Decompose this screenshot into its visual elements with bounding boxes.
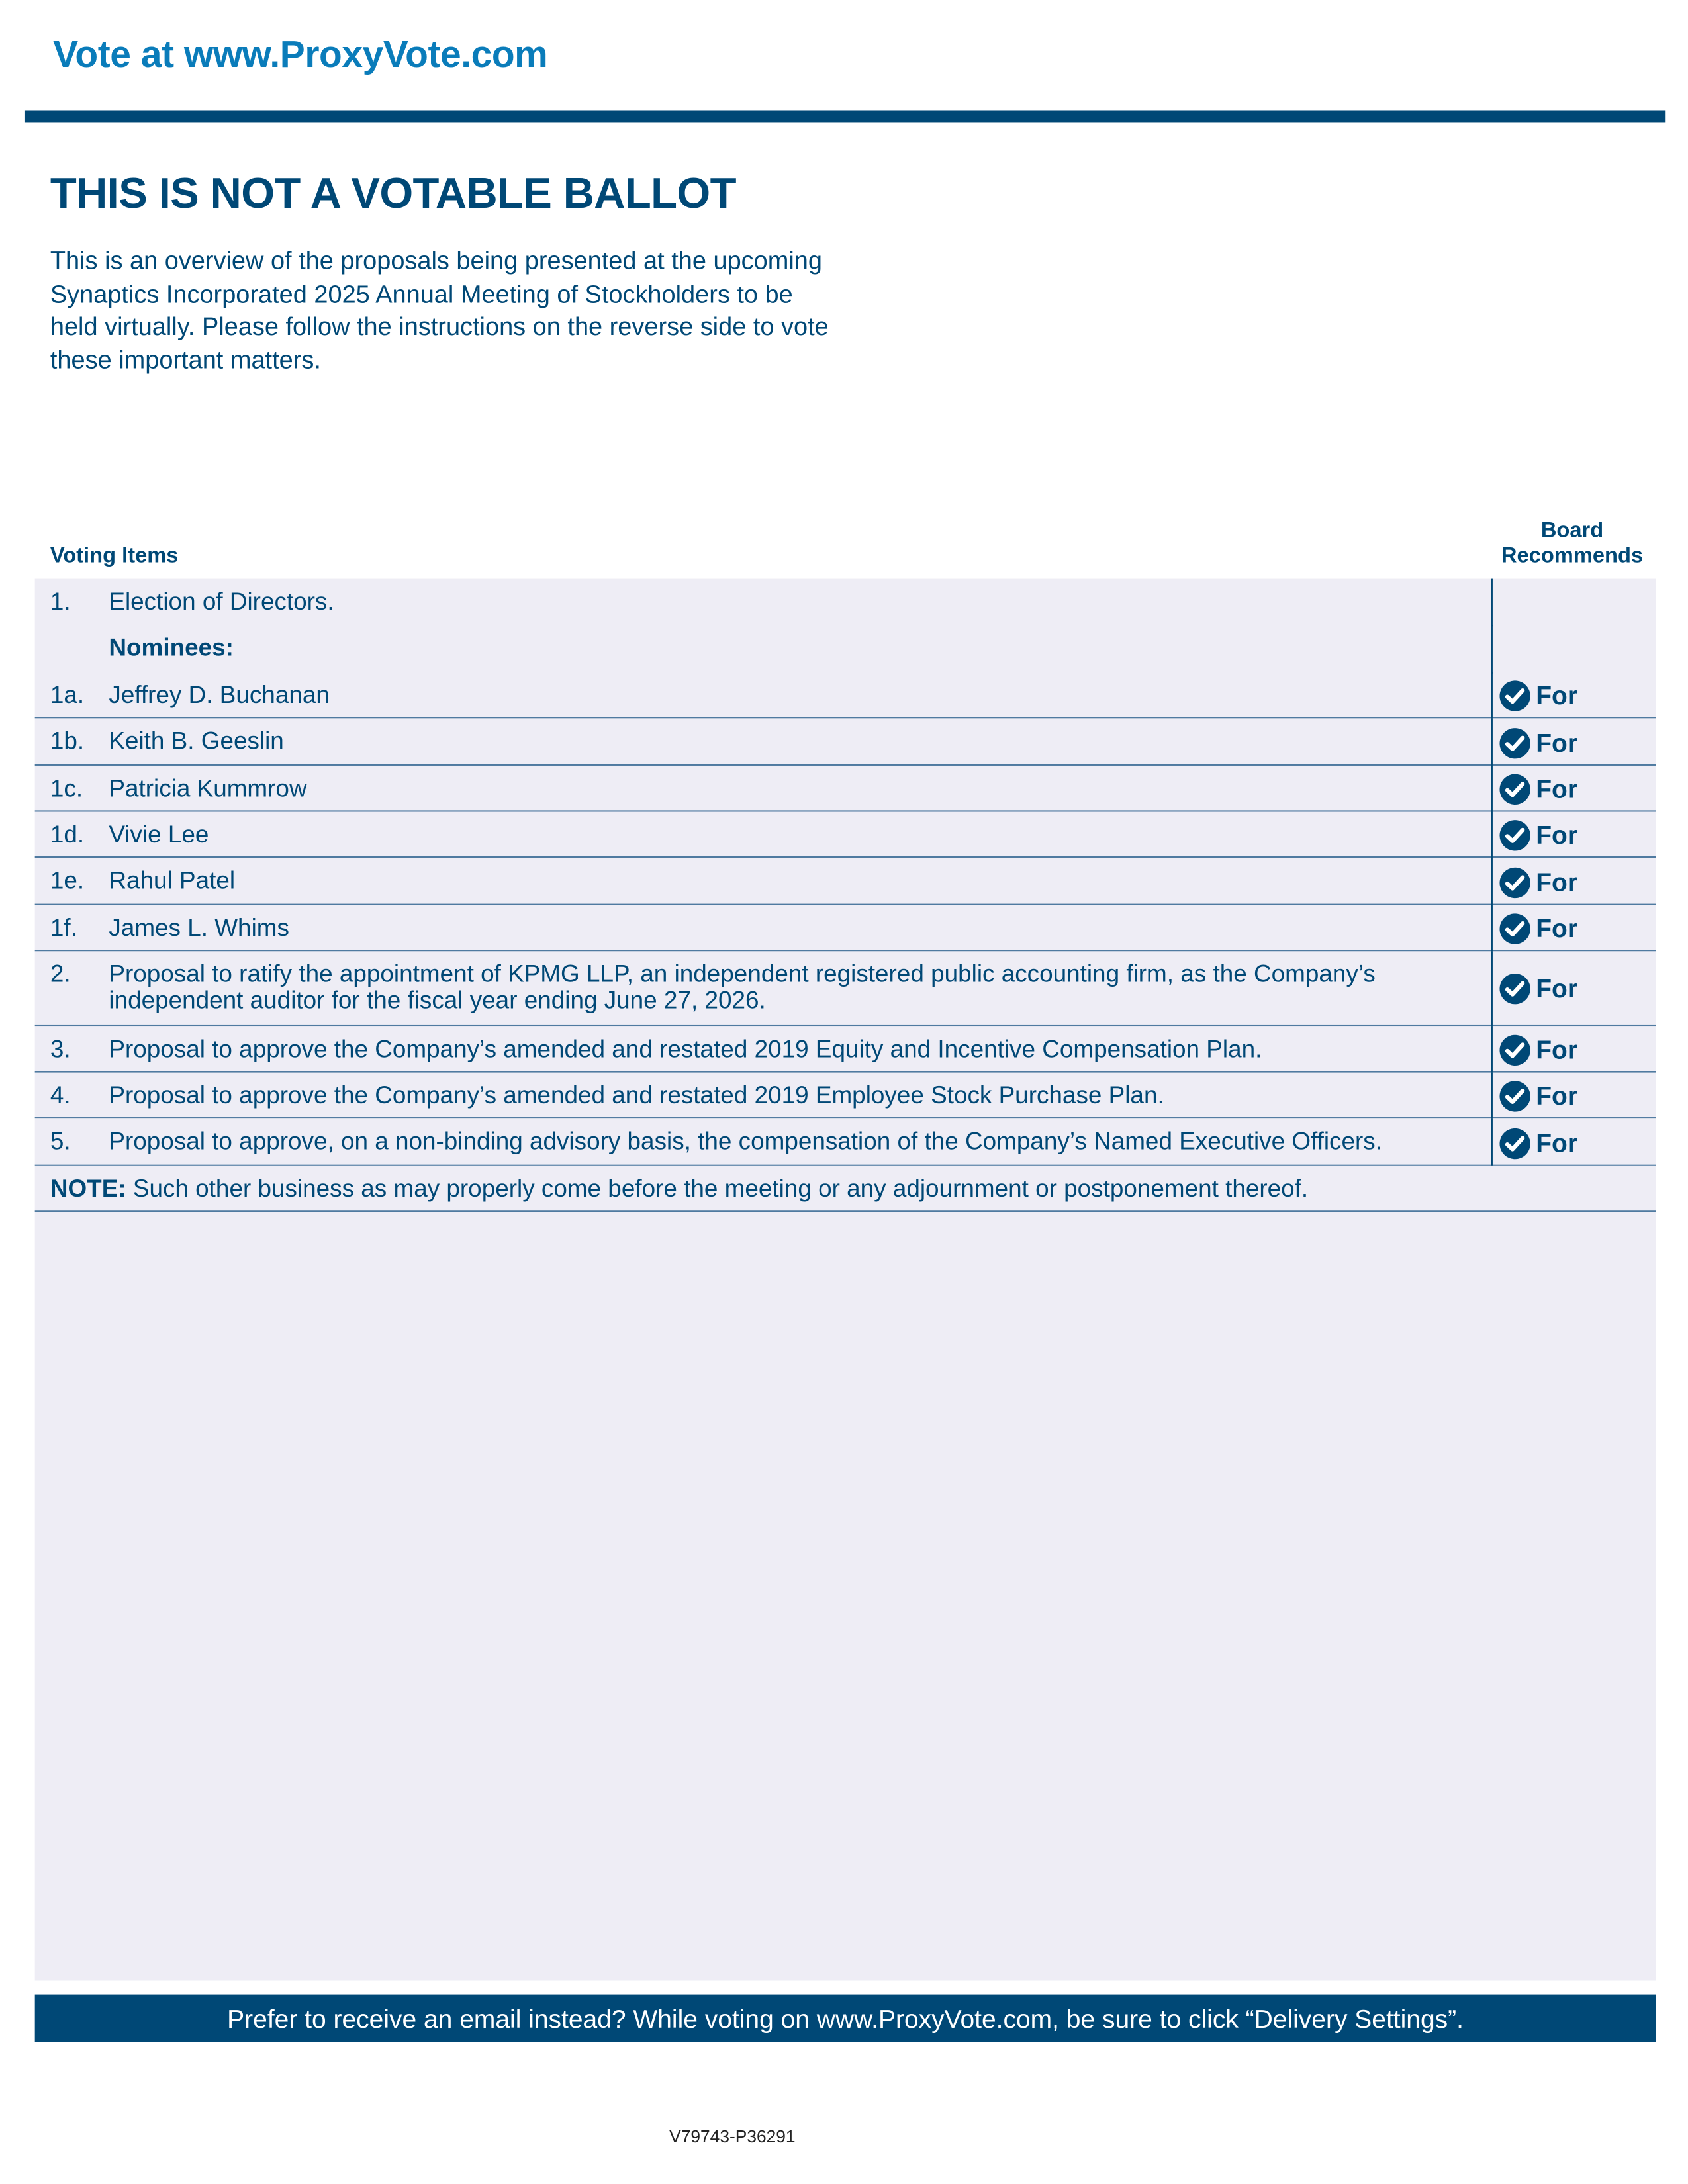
item-number: 1e.	[50, 866, 85, 895]
check-circle-icon	[1499, 1035, 1530, 1066]
table-row	[35, 1026, 1656, 1072]
delivery-settings-banner: Prefer to receive an email instead? While voting on www.ProxyVote.com, be sure to click “Delivery Settings”.	[35, 1995, 1656, 2042]
board-recommendation-cell	[1491, 1026, 1656, 1072]
note-row	[35, 1165, 1656, 1212]
item-text: Proposal to ratify the appointment of KPMG LLP, an independent registered public accounting firm, as the Company’s independent auditor for the fiscal year ending June 27, 2026.	[109, 960, 1376, 1015]
table-row	[35, 905, 1656, 951]
check-circle-icon	[1499, 681, 1530, 711]
voting-items-table	[35, 579, 1656, 1981]
board-recommends-header: Board Recommends	[1501, 518, 1644, 568]
item-number: 1a.	[50, 680, 85, 709]
item-text: Election of Directors.	[109, 587, 334, 615]
table-row	[35, 858, 1656, 905]
item-number: 5.	[50, 1127, 71, 1156]
item-number: 1c.	[50, 773, 83, 801]
vote-at-link[interactable]: Vote at www.ProxyVote.com	[53, 33, 548, 75]
board-recommendation-cell	[1491, 672, 1656, 718]
table-row	[35, 719, 1656, 765]
check-circle-icon	[1499, 774, 1530, 805]
check-circle-icon	[1499, 821, 1530, 851]
intro-paragraph: This is an overview of the proposals being presented at the upcoming Synaptics Incorporated 2025 Annual Meeting of Stockholders to be held virtually. Please follow the instructions on the reverse side to vote these important matters.	[50, 247, 829, 375]
recommendation-label: For	[1536, 774, 1578, 803]
board-recommendation-cell	[1491, 952, 1656, 1026]
note-label: NOTE:	[50, 1174, 126, 1203]
recommendation-label: For	[1536, 913, 1578, 943]
check-circle-icon	[1499, 1081, 1530, 1112]
item-text: Proposal to approve the Company’s amended and restated 2019 Equity and Incentive Compensation Plan.	[109, 1034, 1262, 1063]
item-text: Nominees:	[109, 633, 234, 662]
recommendation-label: For	[1536, 1034, 1578, 1064]
item-number	[35, 625, 109, 672]
check-circle-icon	[1499, 1128, 1530, 1158]
item-text: Jeffrey D. Buchanan	[109, 680, 330, 709]
board-recommendation-cell	[1491, 858, 1656, 905]
board-recommendation-cell	[1491, 1073, 1656, 1119]
recommendation-label: For	[1536, 1081, 1578, 1111]
recommendation-label: For	[1536, 1128, 1578, 1158]
item-text: James L. Whims	[109, 913, 289, 941]
recommendation-label: For	[1536, 727, 1578, 757]
table-row	[35, 672, 1656, 718]
board-recommendation-cell	[1491, 1119, 1656, 1165]
document-code: V79743-P36291	[669, 2126, 796, 2147]
table-row	[35, 1119, 1656, 1165]
item-text: Patricia Kummrow	[109, 773, 307, 801]
item-text: Proposal to approve, on a non-binding advisory basis, the compensation of the Company’s Named Executive Officers.	[109, 1127, 1382, 1156]
item-text: Keith B. Geeslin	[109, 727, 284, 755]
board-recommendation-cell	[1491, 765, 1656, 811]
item-number: 1d.	[50, 820, 85, 848]
check-circle-icon	[1499, 867, 1530, 897]
item-text: Proposal to approve the Company’s amended and restated 2019 Employee Stock Purchase Plan.	[109, 1081, 1164, 1109]
recommendation-label: For	[1536, 973, 1578, 1003]
item-number: 4.	[50, 1081, 71, 1109]
board-recommendation-cell	[1491, 905, 1656, 951]
item-number: 1b.	[50, 727, 85, 755]
board-recommendation-cell	[1491, 719, 1656, 765]
item-text: Vivie Lee	[109, 820, 209, 848]
board-recommendation-cell	[1491, 579, 1656, 627]
page-title: THIS IS NOT A VOTABLE BALLOT	[50, 168, 736, 218]
recommendation-label: For	[1536, 680, 1578, 711]
item-number: 1.	[50, 587, 71, 615]
item-number: 2.	[50, 960, 71, 988]
item-text: Rahul Patel	[109, 866, 236, 895]
recommendation-label: For	[1536, 820, 1578, 850]
table-row	[35, 765, 1656, 811]
board-recommendation-cell	[1491, 811, 1656, 858]
recommendation-label: For	[1536, 867, 1578, 897]
table-row	[35, 579, 1656, 625]
table-row	[35, 625, 1656, 672]
check-circle-icon	[1499, 727, 1530, 758]
table-row	[35, 1073, 1656, 1119]
header-divider	[25, 110, 1665, 122]
note-text: Such other business as may properly come before the meeting or any adjournment or postponement thereof.	[126, 1174, 1309, 1203]
check-circle-icon	[1499, 914, 1530, 944]
board-recommendation-cell	[1491, 625, 1656, 673]
table-row	[35, 811, 1656, 858]
voting-items-header: Voting Items	[50, 543, 179, 568]
item-number: 1f.	[50, 913, 77, 941]
table-row	[35, 952, 1656, 1026]
check-circle-icon	[1499, 974, 1530, 1004]
item-number: 3.	[50, 1034, 71, 1063]
